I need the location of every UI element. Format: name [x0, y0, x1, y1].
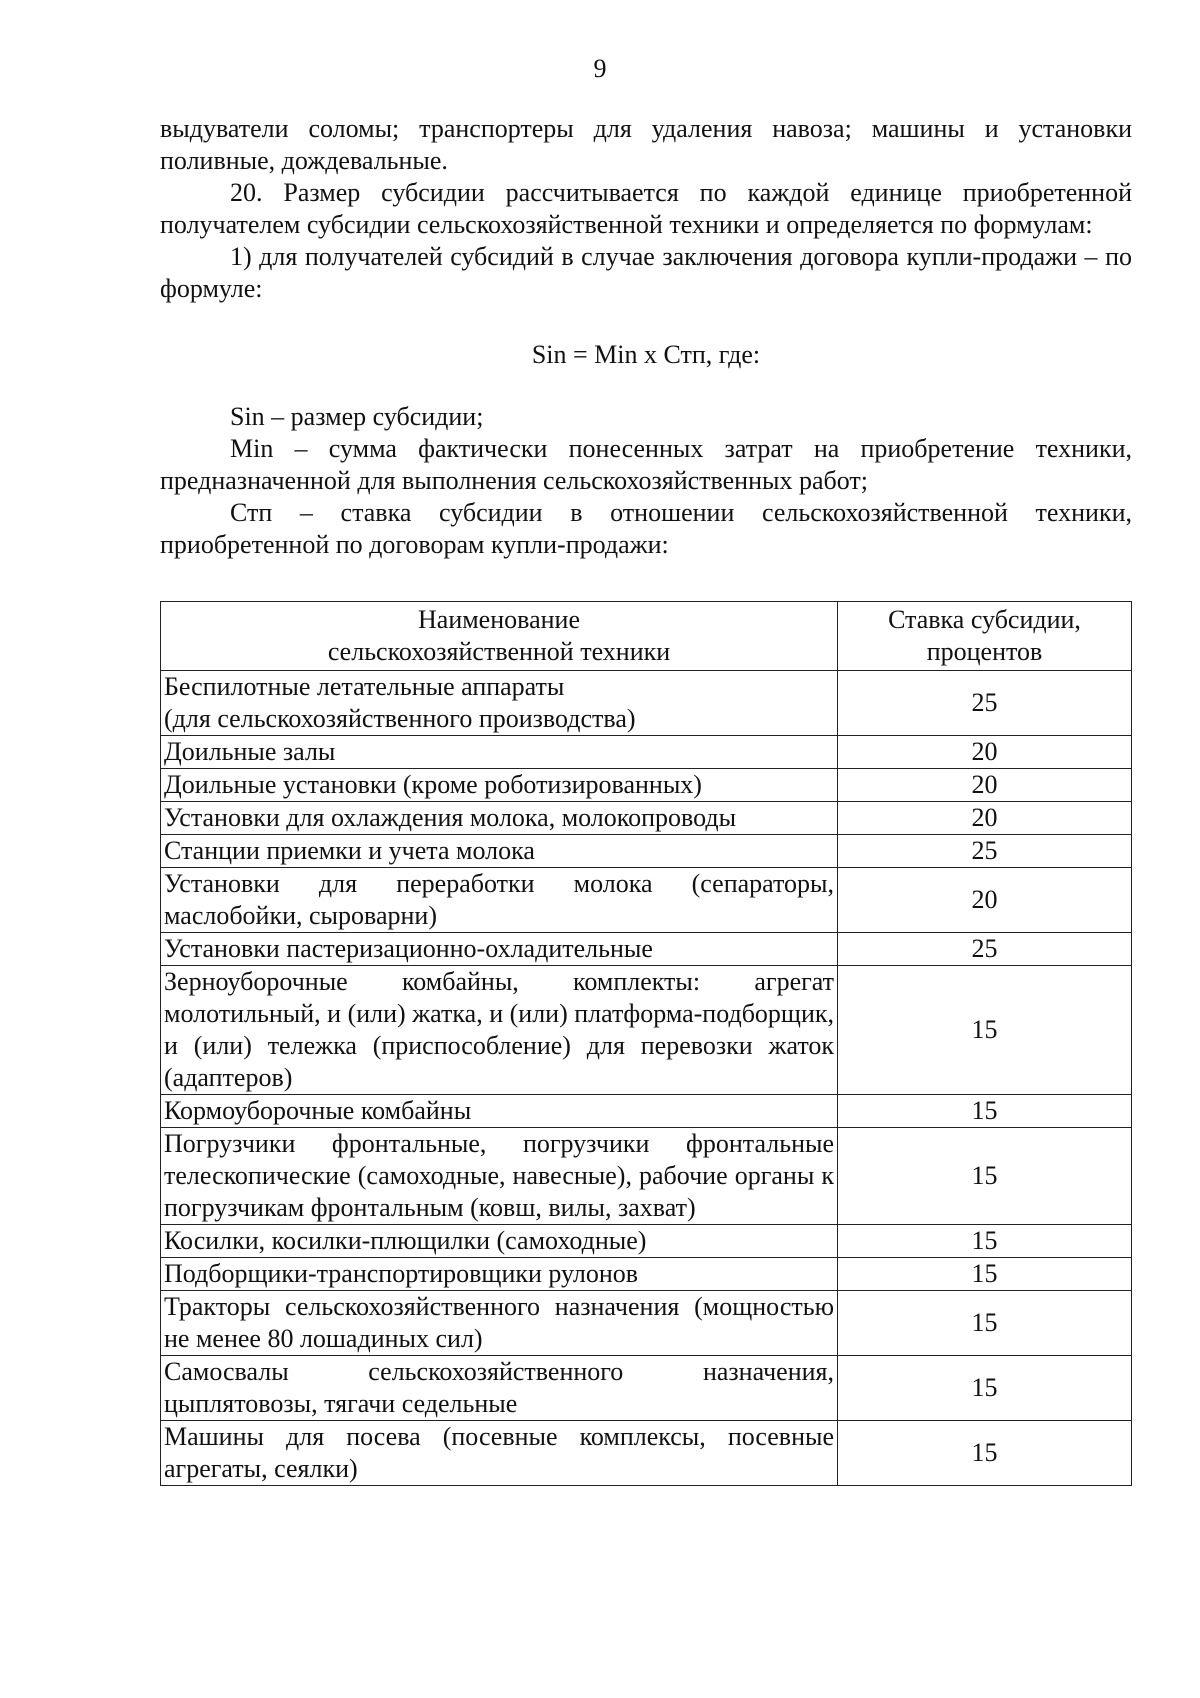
- subsidy-rate-cell: [838, 1291, 1132, 1356]
- equipment-name: Тракторы сельскохозяйственного назначения (мощностью не менее 80 лошадиных сил): [164, 1292, 834, 1353]
- header-subsidy-rate: [838, 602, 1132, 671]
- equipment-name-cell: [161, 1356, 838, 1421]
- subsidy-rate: 20: [971, 770, 998, 799]
- equipment-name-cell: [161, 1128, 838, 1225]
- subsidy-rate: 15: [971, 1226, 998, 1255]
- subsidy-rate: 15: [971, 1373, 998, 1402]
- equipment-name-cell: [161, 736, 838, 769]
- equipment-name-cell: [161, 1225, 838, 1258]
- equipment-name-cell: [161, 1095, 838, 1128]
- subsidy-rate-cell: [838, 1225, 1132, 1258]
- equipment-name-cell: [161, 1258, 838, 1291]
- equipment-name-cell: [161, 868, 838, 933]
- equipment-name-cell: [161, 835, 838, 868]
- subsidy-rate-cell: [838, 802, 1132, 835]
- equipment-name: Косилки, косилки-плющилки (самоходные): [164, 1226, 647, 1255]
- equipment-name-cell: [161, 769, 838, 802]
- subsidy-rate: 15: [971, 1161, 998, 1190]
- equipment-name: Беспилотные летательные аппараты (для сельскохозяйственного производства): [164, 672, 636, 733]
- equipment-name: Погрузчики фронтальные, погрузчики фронтальные телескопические (самоходные, навесные), рабочие органы к погрузчикам фронтальным (ковш, вилы, захват): [164, 1129, 834, 1222]
- subsidy-rate-cell: [838, 835, 1132, 868]
- paragraph-item-20: 20. Размер субсидии рассчитывается по каждой единице приобретенной получателем субсидии сельскохозяйственной техники и определяется по формулам:: [160, 178, 1132, 239]
- paragraph-continuation: выдуватели соломы; транспортеры для удаления навоза; машины и установки поливные, дождевальные.: [160, 114, 1132, 175]
- subsidy-rate-cell: [838, 868, 1132, 933]
- subsidy-rate-cell: [838, 1421, 1132, 1486]
- table-row: [161, 1258, 1132, 1291]
- table-row: [161, 671, 1132, 736]
- subsidy-rate-cell: [838, 1258, 1132, 1291]
- equipment-name: Самосвалы сельскохозяйственного назначения, цыплятовозы, тягачи седельные: [164, 1357, 834, 1418]
- table-row: [161, 966, 1132, 1095]
- definition-min: Min – сумма фактически понесенных затрат на приобретение техники, предназначенной для выполнения сельскохозяйственных работ;: [160, 434, 1132, 495]
- definition-stp: Стп – ставка субсидии в отношении сельскохозяйственной техники, приобретенной по договорам купли-продажи:: [160, 498, 1132, 559]
- table-body: [161, 671, 1132, 1486]
- equipment-name-cell: [161, 966, 838, 1095]
- page-number: 9: [593, 54, 607, 83]
- table-row: [161, 1095, 1132, 1128]
- table-row: [161, 1356, 1132, 1421]
- table-row: [161, 1291, 1132, 1356]
- table-row: [161, 1421, 1132, 1486]
- equipment-name-cell: [161, 802, 838, 835]
- table-row: [161, 802, 1132, 835]
- paragraph-subitem-1: 1) для получателей субсидий в случае заключения договора купли-продажи – по формуле:: [160, 242, 1132, 303]
- subsidy-rate-cell: [838, 1128, 1132, 1225]
- subsidy-rate-cell: [838, 769, 1132, 802]
- equipment-name: Зерноуборочные комбайны, комплекты: агрегат молотильный, и (или) жатка, и (или) платформа-подборщик, и (или) тележка (приспособление) для перевозки жаток (адаптеров): [164, 967, 834, 1092]
- subsidy-rate: 20: [971, 737, 998, 766]
- equipment-name: Подборщики-транспортировщики рулонов: [164, 1259, 639, 1288]
- formula: Sin = Min x Стп, где:: [531, 340, 761, 369]
- subsidy-rate: 15: [971, 1308, 998, 1337]
- table-row: [161, 769, 1132, 802]
- subsidy-rate: 25: [971, 688, 998, 717]
- subsidy-rate-cell: [838, 1356, 1132, 1421]
- subsidy-rate: 15: [971, 1438, 998, 1467]
- table-row: [161, 868, 1132, 933]
- equipment-name: Установки для охлаждения молока, молокопроводы: [164, 803, 737, 832]
- header-subsidy-rate-text: Ставка субсидии, процентов: [888, 605, 1081, 666]
- subsidy-rate: 15: [971, 1259, 998, 1288]
- subsidy-rate: 25: [971, 836, 998, 865]
- subsidy-rate-cell: [838, 1095, 1132, 1128]
- equipment-name-cell: [161, 671, 838, 736]
- subsidy-rate-cell: [838, 933, 1132, 966]
- subsidy-rate: 15: [971, 1096, 998, 1125]
- equipment-name: Установки для переработки молока (сепараторы, маслобойки, сыроварни): [164, 869, 834, 930]
- table-row: [161, 835, 1132, 868]
- equipment-name: Установки пастеризационно-охладительные: [164, 934, 653, 963]
- table-row: [161, 1128, 1132, 1225]
- equipment-name: Доильные установки (кроме роботизированных): [164, 770, 702, 799]
- equipment-name: Станции приемки и учета молока: [164, 836, 535, 865]
- subsidy-rate: 25: [971, 934, 998, 963]
- equipment-name: Машины для посева (посевные комплексы, посевные агрегаты, сеялки): [164, 1422, 834, 1483]
- header-equipment-name-text: Наименование сельскохозяйственной техники: [327, 605, 671, 666]
- table-row: [161, 1225, 1132, 1258]
- header-equipment-name: [161, 602, 838, 671]
- table-row: [161, 736, 1132, 769]
- equipment-name: Кормоуборочные комбайны: [164, 1096, 472, 1125]
- subsidy-rate: 20: [971, 885, 998, 914]
- subsidy-rate-cell: [838, 736, 1132, 769]
- subsidy-rate: 20: [971, 803, 998, 832]
- equipment-name-cell: [161, 933, 838, 966]
- subsidy-rates-table: [160, 601, 1132, 1486]
- equipment-name: Доильные залы: [164, 737, 336, 766]
- definition-sin: Sin – размер субсидии;: [230, 402, 484, 431]
- table-row: [161, 933, 1132, 966]
- document-body: [160, 113, 1132, 1486]
- equipment-name-cell: [161, 1291, 838, 1356]
- table-header-row: [161, 602, 1132, 671]
- subsidy-rate-cell: [838, 966, 1132, 1095]
- subsidy-rate-cell: [838, 671, 1132, 736]
- equipment-name-cell: [161, 1421, 838, 1486]
- subsidy-rate: 15: [971, 1015, 998, 1044]
